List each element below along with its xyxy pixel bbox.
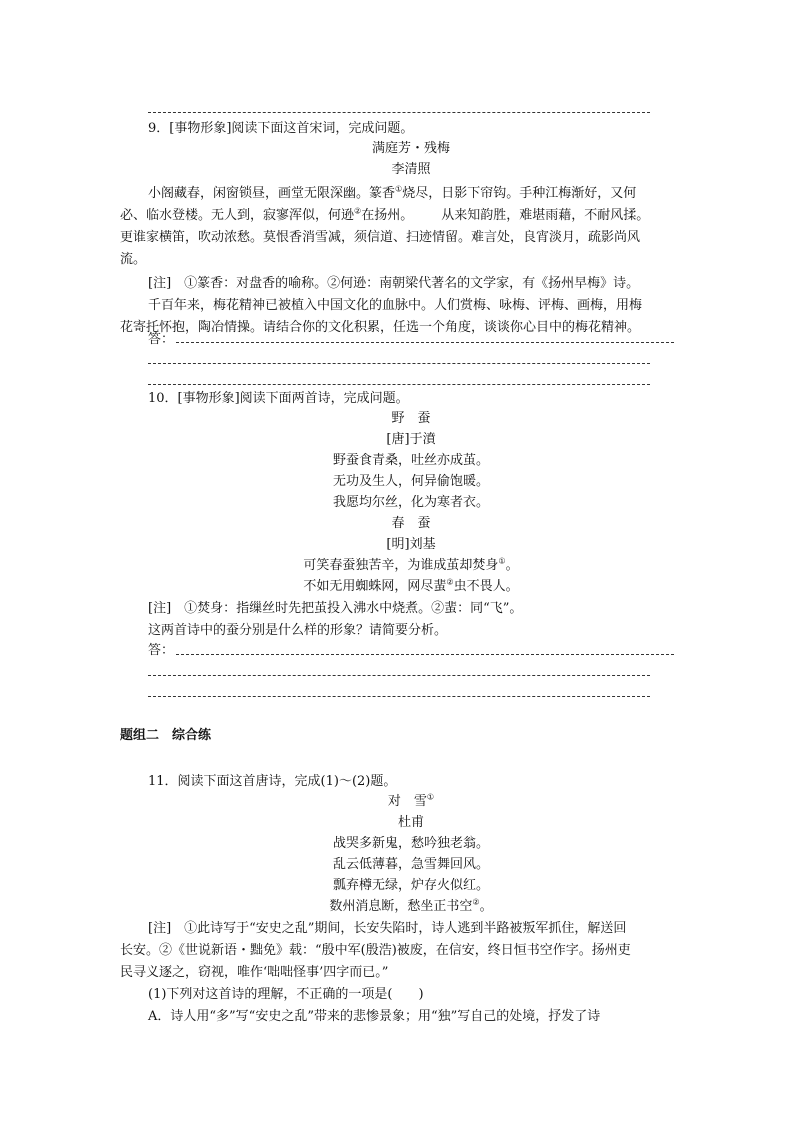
q10-poem2-line: 可笑春蚕独苦辛，为谁成茧却焚身①。 <box>303 556 519 573</box>
q9-body-line: 小阁藏春，闲窗锁昼，画堂无限深幽。篆香①烧尽，日影下帘钩。手种江梅渐好，又何 <box>148 184 637 201</box>
footnote-mark: ① <box>426 792 435 802</box>
q10-poem1-title: 野 蚕 <box>391 411 431 426</box>
answer-line <box>148 675 650 676</box>
q9-body-line: 流。 <box>120 252 147 267</box>
q9-poem-title: 满庭芳・残梅 <box>371 141 450 156</box>
q11-note-line: 民寻义逐之，窃视，唯作‘咄咄怪事’四字而已。” <box>120 965 389 980</box>
q9-question-line: 千百年来，梅花精神已被植入中国文化的血脉中。人们赏梅、咏梅、评梅、画梅，用梅 <box>148 298 643 313</box>
answer-line <box>148 384 650 385</box>
footnote-mark: ② <box>472 897 480 907</box>
answer-line <box>148 363 650 364</box>
footnote-mark: ① <box>498 556 506 566</box>
q11-poem-title: 对 雪① <box>387 792 435 809</box>
q10-poem1-line: 我愿均尔丝，化为寒者衣。 <box>332 495 489 510</box>
answer-line <box>148 112 650 113</box>
answer-line <box>176 654 674 655</box>
q11-author: 杜甫 <box>397 815 424 830</box>
q11-note-line: [注] ①此诗写于“安史之乱”期间，长安失陷时，诗人逃到半路被叛军抓住，解送回 <box>148 921 627 936</box>
footnote-mark: ② <box>446 577 454 587</box>
q11-stem: 11．阅读下面这首唐诗，完成(1)～(2)题。 <box>148 774 397 789</box>
q11-note-line: 长安。②《世说新语・黜免》载：“殷中军(殷浩)被废，在信安，终日恒书空作字。扬州吏 <box>120 943 631 958</box>
q11-subquestion: (1)下列对这首诗的理解，不正确的一项是( ) <box>148 987 424 1002</box>
q10-poem1-author: [唐]于濆 <box>386 432 436 447</box>
footnote-mark: ② <box>354 206 362 216</box>
footnote-mark: ① <box>395 184 403 194</box>
q10-answer-label: 答： <box>148 643 175 658</box>
answer-line <box>176 342 674 343</box>
q10-poem2-author: [明]刘基 <box>386 537 436 552</box>
answer-line <box>148 696 650 697</box>
q11-poem-line: 乱云低薄暮，急雪舞回风。 <box>332 857 489 872</box>
q11-poem-line: 瓢弃樽无绿，炉存火似红。 <box>332 878 489 893</box>
q10-note: [注] ①焚身：指缫丝时先把茧投入沸水中烧煮。②蜚：同“飞”。 <box>148 601 523 616</box>
q10-poem2-line: 不如无用蜘蛛网，网尽蜚②虫不畏人。 <box>303 577 519 594</box>
q9-note: [注] ①篆香：对盘香的喻称。②何逊：南朝梁代著名的文学家，有《扬州早梅》诗。 <box>148 276 640 291</box>
q10-stem: 10．[事物形象]阅读下面两首诗，完成问题。 <box>148 391 409 406</box>
q9-answer-label: 答： <box>148 332 175 347</box>
q9-stem: 9．[事物形象]阅读下面这首宋词，完成问题。 <box>148 121 414 136</box>
q10-poem2-title: 春 蚕 <box>391 516 431 531</box>
q11-poem-line: 数州消息断，愁坐正书空②。 <box>329 897 493 914</box>
q11-option-a: A．诗人用“多”写“安史之乱”带来的悲惨景象；用“独”写自己的处境，抒发了诗 <box>148 1009 601 1024</box>
q11-poem-line: 战哭多新鬼，愁吟独老翁。 <box>332 836 489 851</box>
section-heading: 题组二 综合练 <box>120 728 212 743</box>
q9-question-line: 花寄托怀抱，陶冶情操。请结合你的文化积累，任选一个角度，谈谈你心目中的梅花精神。 <box>120 320 641 335</box>
q9-author: 李清照 <box>391 162 431 177</box>
q10-poem1-line: 野蚕食青桑，吐丝亦成茧。 <box>332 453 489 468</box>
q10-question: 这两首诗中的蚕分别是什么样的形象？请简要分析。 <box>148 623 448 638</box>
q10-poem1-line: 无功及生人，何异偷饱暖。 <box>332 474 489 489</box>
q9-body-line: 更谁家横笛，吹动浓愁。莫恨香消雪减，须信道、扫迹情留。难言处，良宵淡月，疏影尚风 <box>120 230 641 245</box>
q9-body-line: 必、临水登楼。无人到，寂寥浑似，何逊②在扬州。 从来知韵胜，难堪雨藉，不耐风揉。 <box>120 206 650 223</box>
